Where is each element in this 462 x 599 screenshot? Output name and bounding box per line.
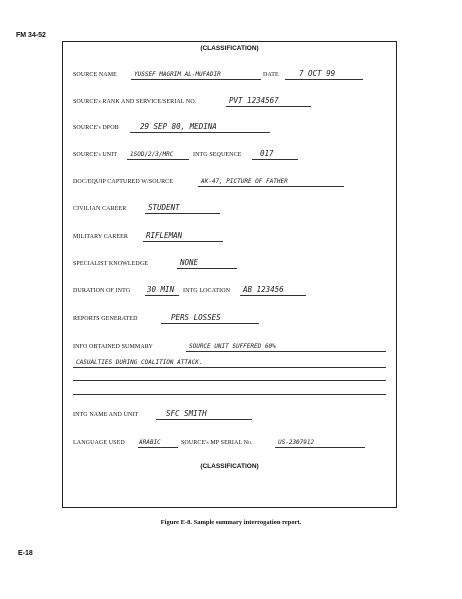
dpob-field[interactable]	[130, 118, 270, 133]
military-career-value: RIFLEMAN	[146, 231, 183, 240]
info-summary-line2: CASUALTIES DURING COALITION ATTACK.	[76, 359, 203, 366]
row-doc-equip	[73, 173, 388, 187]
military-career-label: MILITARY CAREER	[73, 234, 128, 240]
intg-location-label: INTG LOCATION	[183, 288, 231, 294]
row-language	[73, 434, 388, 448]
duration-label: DURATION OF INTG	[73, 288, 131, 294]
language-label: LANGUAGE USED	[73, 440, 125, 446]
info-summary-field[interactable]	[186, 337, 386, 352]
mp-serial-field[interactable]	[275, 433, 365, 448]
rank-value: PVT 1234567	[229, 96, 279, 105]
row-source-name	[73, 66, 388, 80]
source-name-field[interactable]	[131, 65, 261, 80]
civilian-career-label: CIVILIAN CAREER	[73, 206, 127, 212]
row-duration	[73, 282, 388, 296]
row-info-summary	[73, 338, 388, 352]
date-label: DATE	[263, 72, 279, 78]
info-summary-field-line2[interactable]	[73, 353, 386, 368]
specialist-knowledge-label: SPECIALIST KNOWLEDGE	[73, 261, 149, 267]
intg-name-value: SFC SMITH	[166, 409, 207, 418]
info-summary-line1: SOURCE UNIT SUFFERED 60%	[189, 343, 276, 350]
classification-bottom: (CLASSIFICATION)	[200, 463, 259, 470]
intg-sequence-label: INTG SEQUENCE	[193, 152, 242, 158]
classification-top: (CLASSIFICATION)	[200, 45, 259, 52]
row-military-career	[73, 228, 388, 242]
intg-location-value: AB 123456	[243, 285, 284, 294]
info-summary-label: INFO OBTAINED SUMMARY	[73, 344, 153, 350]
rank-label: SOURCE's RANK AND SERVICE/SERIAL NO.	[73, 99, 197, 105]
specialist-knowledge-field[interactable]	[177, 254, 237, 269]
document-header: FM 34-52	[16, 32, 46, 39]
interrogation-report-form	[62, 41, 397, 508]
doc-equip-value: AK-47, PICTURE OF FATHER	[201, 178, 288, 185]
mp-serial-value: US-2307912	[278, 439, 315, 446]
intg-name-field[interactable]	[156, 405, 252, 420]
row-info-summary-cont	[73, 354, 388, 368]
civilian-career-field[interactable]	[145, 199, 220, 214]
duration-value: 30 MIN	[147, 285, 175, 294]
civilian-career-value: STUDENT	[148, 203, 180, 212]
info-summary-blank-line	[73, 393, 386, 395]
dpob-label: SOURCE's DPOB	[73, 125, 119, 131]
row-intg-name	[73, 406, 388, 420]
date-value: 7 OCT 99	[299, 69, 336, 78]
unit-field[interactable]	[127, 145, 189, 160]
row-dpob	[73, 119, 388, 133]
figure-caption: Figure E-8. Sample summary interrogation report.	[160, 519, 302, 526]
duration-field[interactable]	[145, 281, 179, 296]
unit-label: SOURCE's UNIT	[73, 152, 118, 158]
intg-sequence-field[interactable]	[252, 145, 298, 160]
rank-field[interactable]	[226, 92, 311, 107]
reports-generated-value: PERS LOSSES	[171, 313, 221, 322]
row-rank	[73, 93, 388, 107]
intg-name-label: INTG NAME AND UNIT	[73, 412, 139, 418]
doc-equip-label: DOC/EQUIP CAPTURED W/SOURCE	[73, 179, 174, 185]
source-name-value: YUSSEF MAGRIM AL-MUFADIR	[134, 71, 221, 78]
language-value: ARABIC	[139, 439, 161, 446]
intg-sequence-value: 017	[260, 149, 274, 158]
mp-serial-label: SOURCE's MP SERIAL No.	[181, 440, 253, 446]
specialist-knowledge-value: NONE	[180, 258, 199, 267]
source-name-label: SOURCE NAME	[73, 72, 117, 78]
intg-location-field[interactable]	[240, 281, 306, 296]
info-summary-blank-line	[73, 379, 386, 381]
language-field[interactable]	[138, 433, 178, 448]
unit-value: 1SOD/2/3/MRC	[130, 151, 174, 158]
reports-generated-label: REPORTS GENERATED	[73, 316, 138, 322]
dpob-value: 29 SEP 80, MEDINA	[140, 122, 217, 131]
doc-equip-field[interactable]	[198, 172, 344, 187]
row-specialist-knowledge	[73, 255, 388, 269]
military-career-field[interactable]	[143, 227, 223, 242]
row-unit	[73, 146, 388, 160]
date-field[interactable]	[285, 65, 363, 80]
page-number: E-18	[18, 550, 33, 557]
row-reports-generated	[73, 310, 388, 324]
row-civilian-career	[73, 200, 388, 214]
reports-generated-field[interactable]	[161, 309, 259, 324]
